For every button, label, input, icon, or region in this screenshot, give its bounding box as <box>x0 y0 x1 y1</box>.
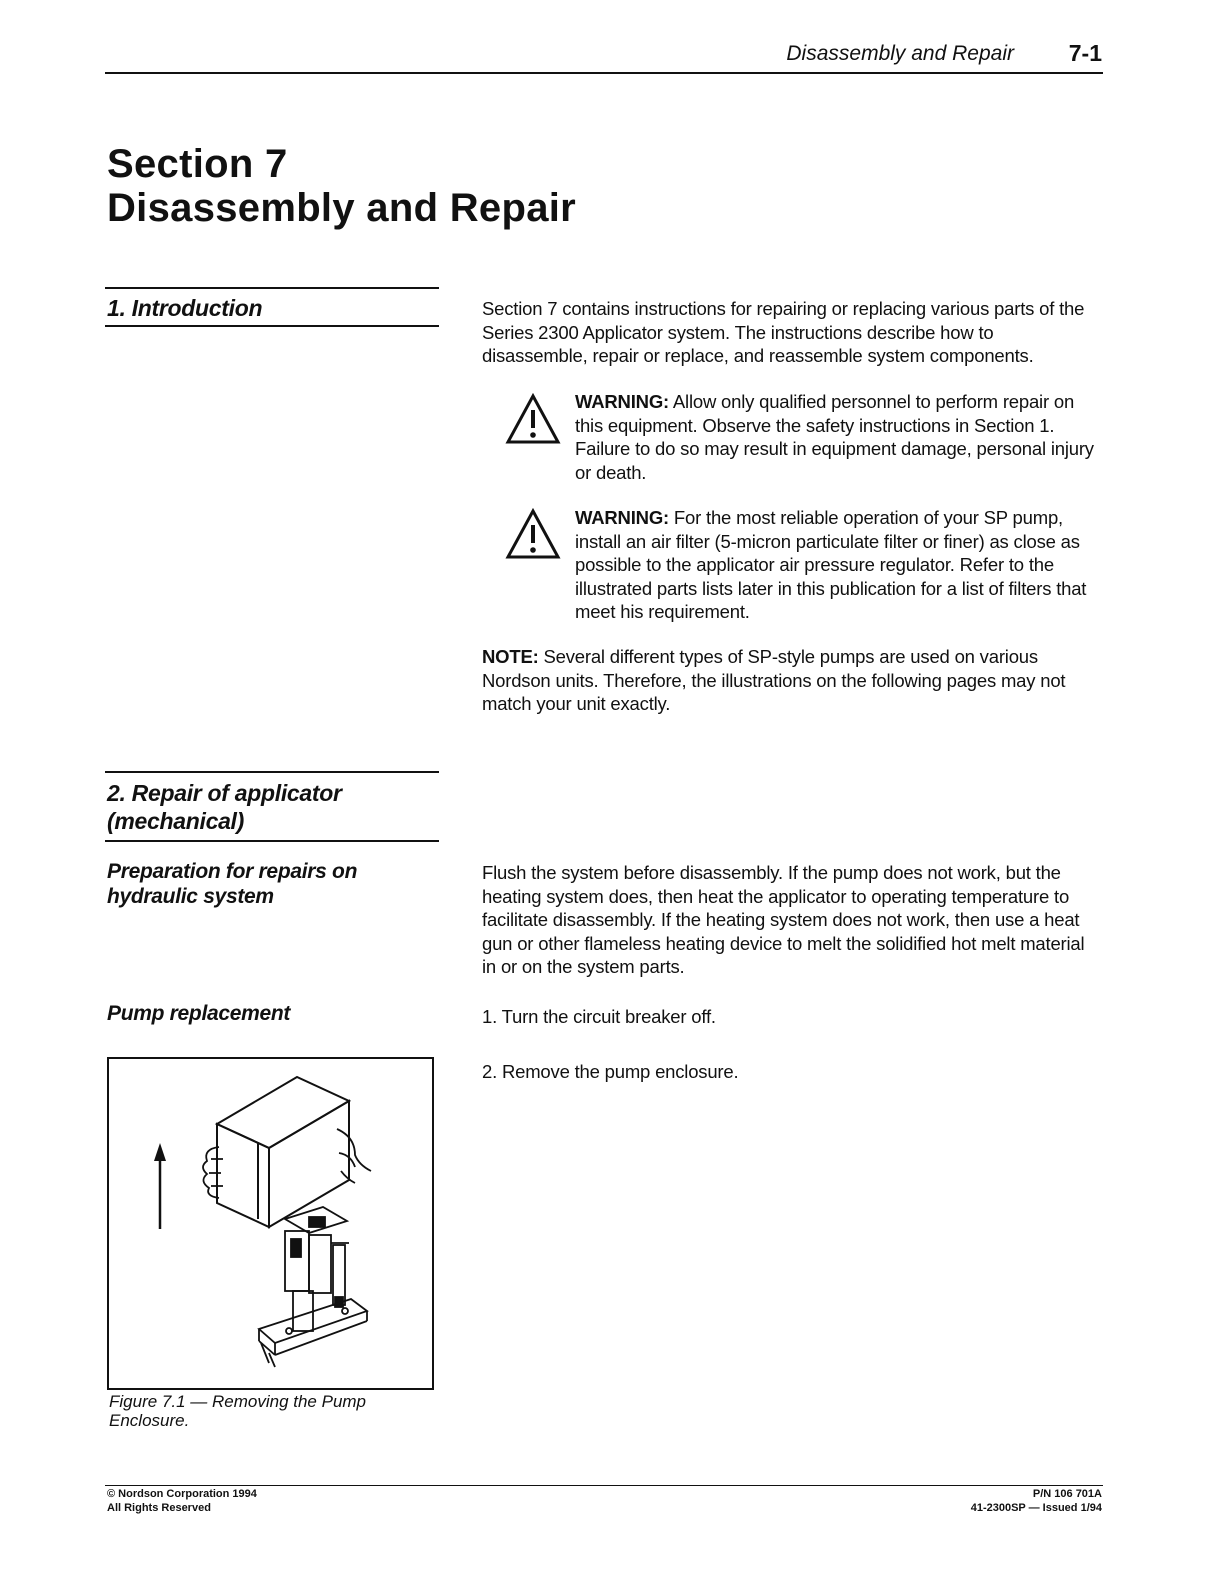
repair-heading-rule-top <box>105 771 439 773</box>
warning-1 <box>575 390 1105 484</box>
repair-heading-line-2: (mechanical) <box>107 808 245 834</box>
prep-paragraph: Flush the system before disassembly. If the pump does not work, but the heating system does, then heat the applicator to operating temperature to facilitate disassembly. If the heating system does not work, then use a heat gun or other flameless heating device to melt the solidified hot melt material in or on the system parts. <box>482 862 1085 977</box>
repair-heading-line-1: 2. Repair of applicator <box>107 780 342 806</box>
pump-enclosure-illustration <box>109 1059 432 1388</box>
title-line-1: Section 7 <box>107 142 288 186</box>
footer-copyright: © Nordson Corporation 1994 <box>107 1488 257 1500</box>
intro-heading-rule-bottom <box>105 325 439 327</box>
note <box>482 645 1102 716</box>
footer-rule <box>105 1485 1103 1486</box>
footer-right <box>971 1487 1102 1515</box>
warning-1-text: Allow only qualified personnel to perform repair on this equipment. Observe the safety instructions in Section 1. Failure to do so may result in equipment damage, personal injury or death. <box>575 391 1094 483</box>
intro-heading-rule-top <box>105 287 439 289</box>
repair-heading-rule-bottom <box>105 840 439 842</box>
enclosure-box <box>217 1077 349 1227</box>
warning-triangle-icon <box>505 508 561 560</box>
page-number: 7-1 <box>1068 40 1102 66</box>
page-title <box>107 142 576 230</box>
warning-2-text: For the most reliable operation of your SP pump, install an air filter (5-micron particulate filter or finer) as close as possible to the applicator air pressure regulator. Refer to the illustrated parts lists later in this publication for a list of filters that meet his requirement. <box>575 507 1087 622</box>
intro-paragraph: Section 7 contains instructions for repairing or replacing various parts of the Series 2300 Applicator system. The instructions describe how to disassemble, repair or replace, and reassemble system components. <box>482 298 1085 366</box>
warning-2-label: WARNING: <box>575 507 669 528</box>
hands <box>203 1129 371 1198</box>
figure-caption-line-1: Figure 7.1 — Removing the Pump <box>109 1392 367 1411</box>
footer-issue: 41-2300SP — Issued 1/94 <box>970 1502 1102 1514</box>
prep-heading-line-1: Preparation for repairs on <box>107 860 358 883</box>
title-line-2: Disassembly and Repair <box>107 186 577 230</box>
repair-heading <box>107 779 342 835</box>
figure-caption-line-2: Enclosure. <box>109 1411 190 1430</box>
pump-replacement-heading: Pump replacement <box>107 1002 291 1025</box>
figure-caption <box>109 1392 366 1430</box>
lift-arrow-icon <box>154 1143 166 1229</box>
header-rule <box>105 72 1103 74</box>
warning-1-label: WARNING: <box>575 391 669 412</box>
warning-triangle-icon <box>505 393 561 445</box>
running-header-title: Disassembly and Repair <box>786 42 1014 65</box>
intro-heading: 1. Introduction <box>107 295 263 321</box>
footer-rights: All Rights Reserved <box>107 1502 211 1514</box>
step-1: 1. Turn the circuit breaker off. <box>482 1006 716 1027</box>
pump-body <box>259 1207 367 1367</box>
prep-heading <box>107 859 357 909</box>
step-2: 2. Remove the pump enclosure. <box>482 1061 739 1082</box>
footer-left <box>107 1487 257 1515</box>
note-label: NOTE: <box>482 646 539 667</box>
figure-7-1 <box>107 1057 434 1390</box>
prep-heading-line-2: hydraulic system <box>107 885 274 908</box>
footer-part-number: P/N 106 701A <box>1032 1488 1102 1500</box>
warning-2 <box>575 506 1105 624</box>
note-text: Several different types of SP-style pumps are used on various Nordson units. Therefore, the illustrations on the following pages may not match your unit exactly. <box>482 646 1066 714</box>
